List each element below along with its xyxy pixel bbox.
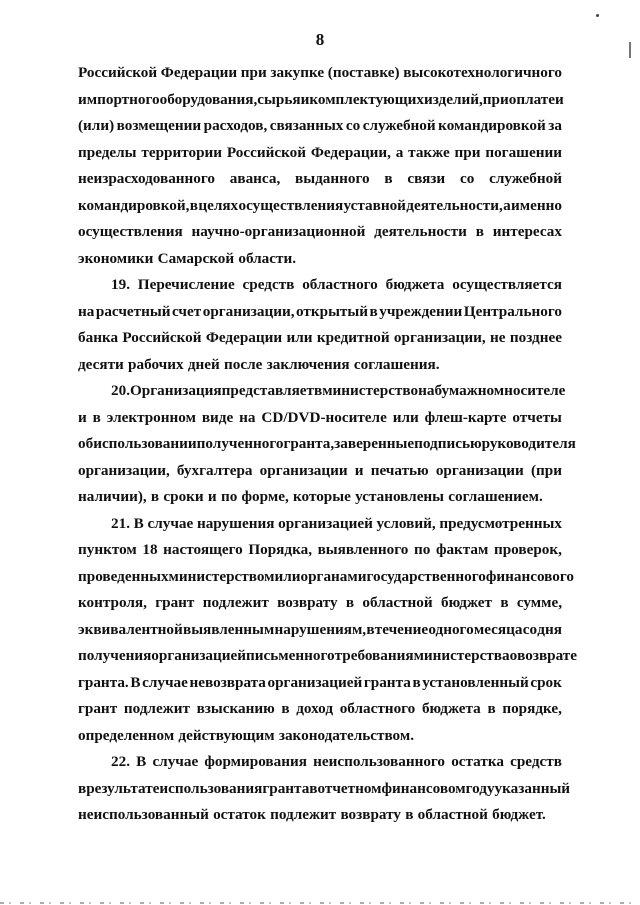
- word: в: [487, 700, 496, 717]
- text-line: [78, 484, 562, 511]
- word: осуществления: [78, 223, 183, 240]
- word: неиспользованного: [313, 753, 446, 770]
- word: областной: [362, 594, 433, 611]
- word: организацией: [278, 514, 373, 532]
- word: CD/DVD-носителе: [261, 408, 387, 426]
- word: со: [459, 170, 475, 187]
- word: отчеты: [512, 408, 562, 426]
- word: в: [475, 223, 484, 240]
- word: проведенных: [78, 567, 169, 585]
- word: виде: [201, 408, 234, 426]
- text-line: [78, 670, 562, 697]
- word: организацией: [267, 673, 363, 691]
- word: результате: [86, 779, 160, 797]
- word: бюджет: [440, 594, 492, 611]
- word: Российской: [122, 329, 202, 346]
- word: служебной: [362, 117, 436, 134]
- word: в: [384, 170, 393, 187]
- word: в: [150, 488, 160, 505]
- word: возврату: [340, 806, 401, 823]
- word: взысканию: [196, 700, 275, 717]
- word: изделий,: [423, 90, 483, 108]
- word: соглашением.: [448, 488, 543, 505]
- word: десяти: [78, 355, 124, 373]
- word: Центрального: [463, 302, 562, 320]
- word: в: [405, 806, 414, 823]
- word: министерство: [322, 382, 419, 399]
- word: и: [78, 408, 87, 426]
- word: грант: [78, 700, 118, 717]
- text-line: [78, 723, 562, 750]
- word: подлежит: [270, 806, 337, 823]
- word: средств: [242, 276, 295, 293]
- word: командировкой: [438, 117, 546, 134]
- word: осуществления: [238, 196, 344, 214]
- word: случае: [152, 753, 199, 770]
- word: месяца: [473, 620, 523, 638]
- word: Перечисление: [137, 276, 235, 293]
- word: комплектующих: [309, 90, 424, 108]
- word: Российской: [78, 64, 158, 81]
- word: о: [509, 647, 518, 664]
- word: гранта.: [78, 673, 129, 691]
- word: при: [240, 64, 267, 81]
- word: а: [395, 143, 404, 161]
- word: отчетном: [317, 779, 382, 797]
- text-line: [78, 352, 562, 379]
- word: в: [412, 673, 421, 691]
- word: дней: [187, 355, 220, 373]
- word: сроки: [163, 488, 204, 505]
- word: также: [408, 143, 450, 161]
- word: сырья: [257, 90, 301, 108]
- text-line: [78, 776, 571, 803]
- word: и: [300, 90, 310, 108]
- word: после: [224, 355, 263, 373]
- text-line: [78, 378, 566, 405]
- word: фактам: [435, 541, 489, 558]
- word: настоящего: [163, 541, 243, 558]
- word: установлены: [355, 488, 445, 505]
- word: срок: [530, 673, 562, 691]
- word: возврату: [277, 594, 338, 611]
- word: невозврата: [189, 673, 266, 691]
- word: В: [130, 673, 141, 691]
- word: деятельности,: [406, 196, 503, 214]
- word: организацией: [151, 647, 247, 664]
- word: со: [345, 117, 361, 134]
- page-number: 8: [315, 30, 325, 49]
- word: министерством: [168, 567, 275, 585]
- word: связи: [407, 170, 446, 187]
- word: импортного: [78, 90, 160, 108]
- word: руководителя: [481, 435, 576, 452]
- word: Организация: [129, 382, 222, 399]
- word: гранта,: [283, 435, 335, 452]
- word: нарушения: [196, 514, 275, 532]
- word: выявленным: [183, 620, 275, 638]
- word: именно: [511, 196, 562, 214]
- word: выданного: [295, 170, 370, 187]
- word: бумажном: [434, 382, 505, 399]
- word: в: [500, 594, 509, 611]
- word: на: [78, 302, 95, 320]
- word: деятельности: [374, 223, 467, 240]
- word: организации: [435, 461, 524, 479]
- word: законодательством.: [278, 726, 414, 744]
- word: получения: [78, 647, 152, 664]
- text-line: [78, 246, 562, 273]
- word: областной: [417, 806, 488, 823]
- word: случае: [147, 514, 194, 532]
- word: кредитной: [316, 329, 390, 346]
- text-line: [78, 87, 562, 114]
- word: Порядка,: [248, 541, 312, 558]
- text-line: [78, 511, 562, 538]
- word: в: [78, 779, 87, 797]
- word: государственного: [366, 567, 486, 585]
- word: подлежит: [123, 700, 190, 717]
- word: Федерации: [205, 329, 283, 346]
- word: органами: [300, 567, 367, 585]
- word: неиспользованный: [78, 806, 209, 823]
- word: форме,: [241, 488, 289, 505]
- word: пределы: [78, 143, 137, 161]
- word: указанный: [494, 779, 571, 797]
- word: осуществляется: [452, 276, 562, 293]
- word: в: [345, 594, 355, 611]
- word: Федерации,: [310, 143, 391, 161]
- word: министерства: [413, 647, 510, 664]
- word: высокотехнологичного: [403, 64, 562, 81]
- word: учреждении: [379, 302, 463, 320]
- word: счет: [172, 302, 202, 320]
- word: подлежит: [202, 594, 269, 611]
- word: контроля,: [78, 594, 147, 611]
- word: печатью: [370, 461, 429, 479]
- word: которые: [293, 488, 351, 505]
- scan-speck: [596, 14, 599, 17]
- text-line: [78, 537, 562, 564]
- word: или: [274, 567, 301, 585]
- word: неизрасходованного: [78, 170, 215, 187]
- word: соглашения.: [353, 355, 440, 373]
- word: территории: [141, 143, 223, 161]
- text-line: [78, 140, 562, 167]
- text-line: [78, 802, 562, 829]
- word: возврате: [517, 647, 578, 664]
- word: дня: [537, 620, 562, 638]
- text-line: [78, 617, 562, 644]
- text-line: [78, 272, 562, 299]
- word: бухгалтера: [176, 461, 253, 479]
- word: подписью: [414, 435, 482, 452]
- text-line: [78, 643, 578, 670]
- word: 19.: [111, 276, 130, 293]
- word: бюджет.: [492, 806, 546, 823]
- text-line: [78, 564, 574, 591]
- word: течение: [374, 620, 429, 638]
- word: В: [136, 753, 147, 770]
- word: в: [92, 408, 101, 426]
- word: электронном: [106, 408, 196, 426]
- word: оплате: [508, 90, 555, 108]
- word: областного: [302, 276, 378, 293]
- word: связанных: [269, 117, 344, 134]
- word: (поставке): [327, 64, 400, 81]
- text-line: [78, 749, 562, 776]
- word: по: [413, 541, 431, 558]
- word: 20.: [111, 382, 130, 399]
- word: в: [309, 779, 318, 797]
- word: в: [369, 302, 378, 320]
- word: гранта: [363, 673, 411, 691]
- word: нарушениям,: [274, 620, 367, 638]
- word: в: [189, 196, 198, 214]
- word: экономики: [78, 249, 154, 267]
- word: проверок,: [493, 541, 562, 558]
- word: и: [555, 90, 564, 108]
- text-line: [78, 60, 562, 87]
- word: научно-организационной: [191, 223, 366, 240]
- word: а: [503, 196, 511, 214]
- word: порядке,: [502, 700, 562, 717]
- word: целях: [198, 196, 239, 214]
- word: или: [286, 329, 313, 346]
- word: за: [548, 117, 562, 134]
- word: организации,: [202, 302, 295, 320]
- word: случае: [142, 673, 188, 691]
- word: оборудования,: [159, 90, 258, 108]
- text-line: [78, 405, 562, 432]
- word: требования: [334, 647, 414, 664]
- word: Федерации: [160, 64, 238, 81]
- word: бюджета: [421, 700, 481, 717]
- word: условий,: [376, 514, 436, 532]
- text-line: [78, 113, 562, 140]
- word: в: [366, 620, 375, 638]
- word: году: [465, 779, 495, 797]
- word: в: [281, 700, 290, 717]
- text-line: [78, 325, 562, 352]
- word: и: [354, 461, 364, 479]
- word: заверенные: [334, 435, 415, 452]
- text-line: [78, 219, 562, 246]
- scan-bottom-edge: [0, 902, 640, 904]
- word: сумме,: [516, 594, 562, 611]
- word: рабочих: [128, 355, 184, 373]
- text-line: [78, 299, 562, 326]
- word: использования: [159, 779, 263, 797]
- word: бюджета: [385, 276, 445, 293]
- word: расчетный: [95, 302, 171, 320]
- word: 18: [142, 541, 158, 558]
- word: средств: [510, 753, 562, 770]
- word: наличии),: [78, 488, 147, 505]
- word: предусмотренных: [439, 514, 562, 532]
- word: банка: [78, 329, 119, 346]
- word: организации,: [393, 329, 486, 346]
- word: по: [220, 488, 238, 505]
- word: В: [133, 514, 144, 532]
- word: одного: [428, 620, 474, 638]
- document-body: [78, 60, 578, 829]
- word: не: [490, 329, 506, 346]
- word: возмещении: [116, 117, 202, 134]
- word: или: [392, 408, 419, 426]
- word: об: [78, 435, 94, 452]
- word: гранта: [262, 779, 310, 797]
- word: флеш-карте: [424, 408, 507, 426]
- word: на: [239, 408, 256, 426]
- word: носителе: [504, 382, 566, 399]
- word: остаток: [213, 806, 266, 823]
- word: письменного: [246, 647, 335, 664]
- word: установленный: [422, 673, 529, 691]
- word: определенном: [78, 726, 175, 744]
- word: Самарской: [157, 249, 235, 267]
- text-line: [78, 696, 562, 723]
- word: погашении: [485, 143, 562, 161]
- word: организации,: [78, 461, 170, 479]
- text-line: [78, 166, 562, 193]
- text-line: [78, 458, 562, 485]
- word: при: [482, 90, 509, 108]
- word: выявленного: [317, 541, 409, 558]
- word: заключения: [266, 355, 350, 373]
- word: финансовом: [381, 779, 466, 797]
- word: полученного: [196, 435, 284, 452]
- word: на: [418, 382, 435, 399]
- word: в: [314, 382, 323, 399]
- word: остатка: [451, 753, 504, 770]
- word: позднее: [509, 329, 562, 346]
- word: формирования: [204, 753, 307, 770]
- word: действующим: [178, 726, 275, 744]
- word: открытый: [296, 302, 368, 320]
- word: финансового: [485, 567, 574, 585]
- word: (или): [78, 117, 115, 134]
- word: 21.: [111, 514, 130, 532]
- word: использовании: [93, 435, 197, 452]
- word: и: [207, 488, 217, 505]
- word: со: [522, 620, 538, 638]
- word: областного: [339, 700, 416, 717]
- word: командировкой,: [78, 196, 190, 214]
- text-line: [78, 193, 562, 220]
- word: уставной: [343, 196, 406, 214]
- text-line: [78, 431, 576, 458]
- word: интересах: [492, 223, 562, 240]
- word: пунктом: [78, 541, 137, 558]
- word: закупке: [270, 64, 325, 81]
- word: при: [454, 143, 481, 161]
- word: служебной: [489, 170, 562, 187]
- word: расходов,: [203, 117, 268, 134]
- word: представляет: [221, 382, 314, 399]
- word: Российской: [226, 143, 306, 161]
- word: аванса,: [229, 170, 281, 187]
- text-line: [78, 590, 562, 617]
- word: области.: [238, 249, 297, 267]
- word: 22.: [111, 753, 130, 770]
- word: (при: [530, 461, 562, 479]
- word: доход: [296, 700, 334, 717]
- word: эквивалентной: [78, 620, 183, 638]
- word: грант: [155, 594, 195, 611]
- word: организации: [259, 461, 348, 479]
